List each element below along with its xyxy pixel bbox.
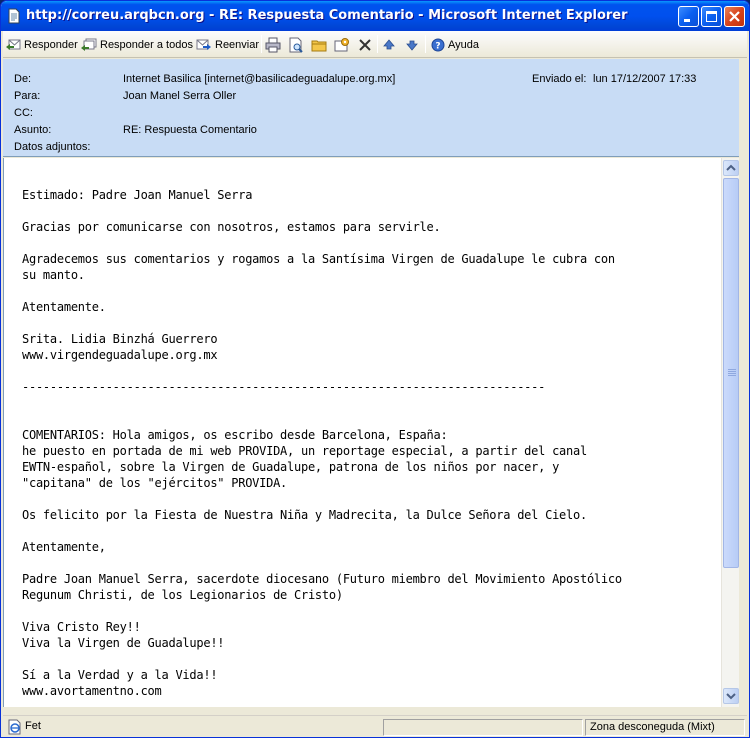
body-line: Viva la Virgen de Guadalupe!!	[22, 636, 225, 650]
reply-button[interactable]	[5, 34, 78, 56]
sent-label: Enviado el:	[532, 73, 587, 85]
message-body[interactable]	[3, 158, 721, 707]
sent-value: lun 17/12/2007 17:33	[593, 73, 697, 85]
body-line: Srita. Lidia Binzhá Guerrero	[22, 332, 218, 346]
ie-page-icon	[7, 719, 23, 735]
move-to-folder-button[interactable]	[311, 34, 327, 56]
toolbar-separator	[261, 35, 262, 53]
settings-button[interactable]	[334, 34, 350, 56]
help-button[interactable]	[431, 34, 479, 56]
folder-icon	[311, 37, 327, 53]
gear-document-icon	[334, 37, 350, 53]
scroll-grip	[728, 371, 736, 372]
body-link[interactable]: www.virgendeguadalupe.org.mx	[22, 348, 218, 362]
toolbar	[3, 31, 747, 58]
body-line: Atentamente,	[22, 540, 106, 554]
arrow-down-icon	[404, 37, 420, 53]
reply-icon	[5, 37, 21, 53]
body-line: "capitana" de los "ejércitos" PROVIDA.	[22, 476, 288, 490]
cc-label: CC:	[14, 107, 33, 119]
scroll-up-button[interactable]	[723, 160, 739, 176]
delete-x-icon	[357, 37, 373, 53]
to-label: Para:	[14, 90, 41, 102]
body-line: EWTN-español, sobre la Virgen de Guadalupe, patrona de los niños por nacer, y	[22, 460, 560, 474]
search-document-icon	[288, 37, 304, 53]
subject-value: RE: Respuesta Comentario	[123, 124, 257, 136]
printer-icon	[265, 37, 281, 53]
chevron-down-icon	[724, 689, 738, 703]
maximize-button[interactable]	[701, 6, 722, 27]
zone-pane	[585, 719, 745, 736]
subject-label: Asunto:	[14, 124, 52, 136]
window-title: http://correu.arqbcn.org - RE: Respuesta Comentario - Microsoft Internet Explorer	[26, 8, 628, 23]
status-pane	[383, 719, 583, 736]
body-line: he puesto en portada de mi web PROVIDA, un reportage especial, a partir del canal	[22, 444, 587, 458]
body-line: Agradecemos sus comentarios y rogamos a la Santísima Virgen de Guadalupe le cubra con	[22, 252, 615, 266]
attachments-label: Datos adjuntos:	[14, 141, 91, 153]
print-button[interactable]	[265, 34, 281, 56]
window-frame-right	[739, 58, 749, 738]
from-label: De:	[14, 73, 32, 85]
toolbar-separator	[425, 35, 426, 53]
minimize-button[interactable]	[678, 6, 699, 27]
scroll-grip	[728, 373, 736, 374]
toolbar-separator	[377, 35, 378, 53]
body-line: Os felicito por la Fiesta de Nuestra Niña y Madrecita, la Dulce Señora del Cielo.	[22, 508, 587, 522]
previous-item-button[interactable]	[381, 34, 397, 56]
to-value[interactable]: Joan Manel Serra Oller	[123, 90, 237, 102]
scroll-grip	[728, 375, 736, 376]
chevron-up-icon	[724, 161, 738, 175]
status-bar	[3, 715, 747, 737]
body-link[interactable]: www.avortamentno.com	[22, 684, 162, 698]
message-header	[3, 59, 747, 157]
body-line: Estimado: Padre Joan Manuel Serra	[22, 188, 253, 202]
status-text: Fet	[25, 720, 41, 732]
svg-text:?: ?	[435, 41, 441, 52]
body-divider: ---------------------------------------------------------------------------	[22, 380, 546, 394]
maximize-icon	[705, 10, 718, 23]
reply-all-icon	[81, 37, 97, 53]
reply-label: Responder	[24, 39, 78, 51]
minimize-icon	[682, 10, 695, 23]
body-line: Atentamente.	[22, 300, 106, 314]
help-icon	[431, 38, 445, 52]
forward-icon	[196, 37, 212, 53]
body-line: COMENTARIOS: Hola amigos, os escribo desde Barcelona, España:	[22, 428, 448, 442]
close-button[interactable]	[724, 6, 745, 27]
forward-button[interactable]	[196, 34, 259, 56]
find-button[interactable]	[288, 34, 304, 56]
arrow-up-icon	[381, 37, 397, 53]
zone-text: Zona desconeguda (Mixt)	[590, 721, 715, 733]
vertical-scrollbar[interactable]	[721, 158, 739, 707]
help-label: Ayuda	[448, 39, 479, 51]
body-line: su manto.	[22, 268, 85, 282]
body-line: Regunum Christi, de los Legionarios de Cristo)	[22, 588, 343, 602]
body-line: Padre Joan Manuel Serra, sacerdote diocesano (Futuro miembro del Movimiento Apostólico	[22, 572, 622, 586]
forward-label: Reenviar	[215, 39, 260, 51]
delete-button[interactable]	[357, 34, 373, 56]
scroll-down-button[interactable]	[723, 688, 739, 704]
close-icon	[728, 10, 741, 23]
body-line: Gracias por comunicarse con nosotros, estamos para servirle.	[22, 220, 441, 234]
next-item-button[interactable]	[404, 34, 420, 56]
body-line: Sí a la Verdad y a la Vida!!	[22, 668, 218, 682]
scroll-thumb[interactable]	[723, 178, 739, 568]
body-line: Viva Cristo Rey!!	[22, 620, 141, 634]
reply-all-button[interactable]	[81, 34, 193, 56]
document-icon	[6, 8, 22, 24]
scroll-grip	[728, 369, 736, 370]
reply-all-label: Responder a todos	[100, 39, 193, 51]
title-bar[interactable]	[1, 1, 749, 31]
from-value[interactable]: Internet Basilica [internet@basilicadeguadalupe.org.mx]	[123, 73, 396, 85]
